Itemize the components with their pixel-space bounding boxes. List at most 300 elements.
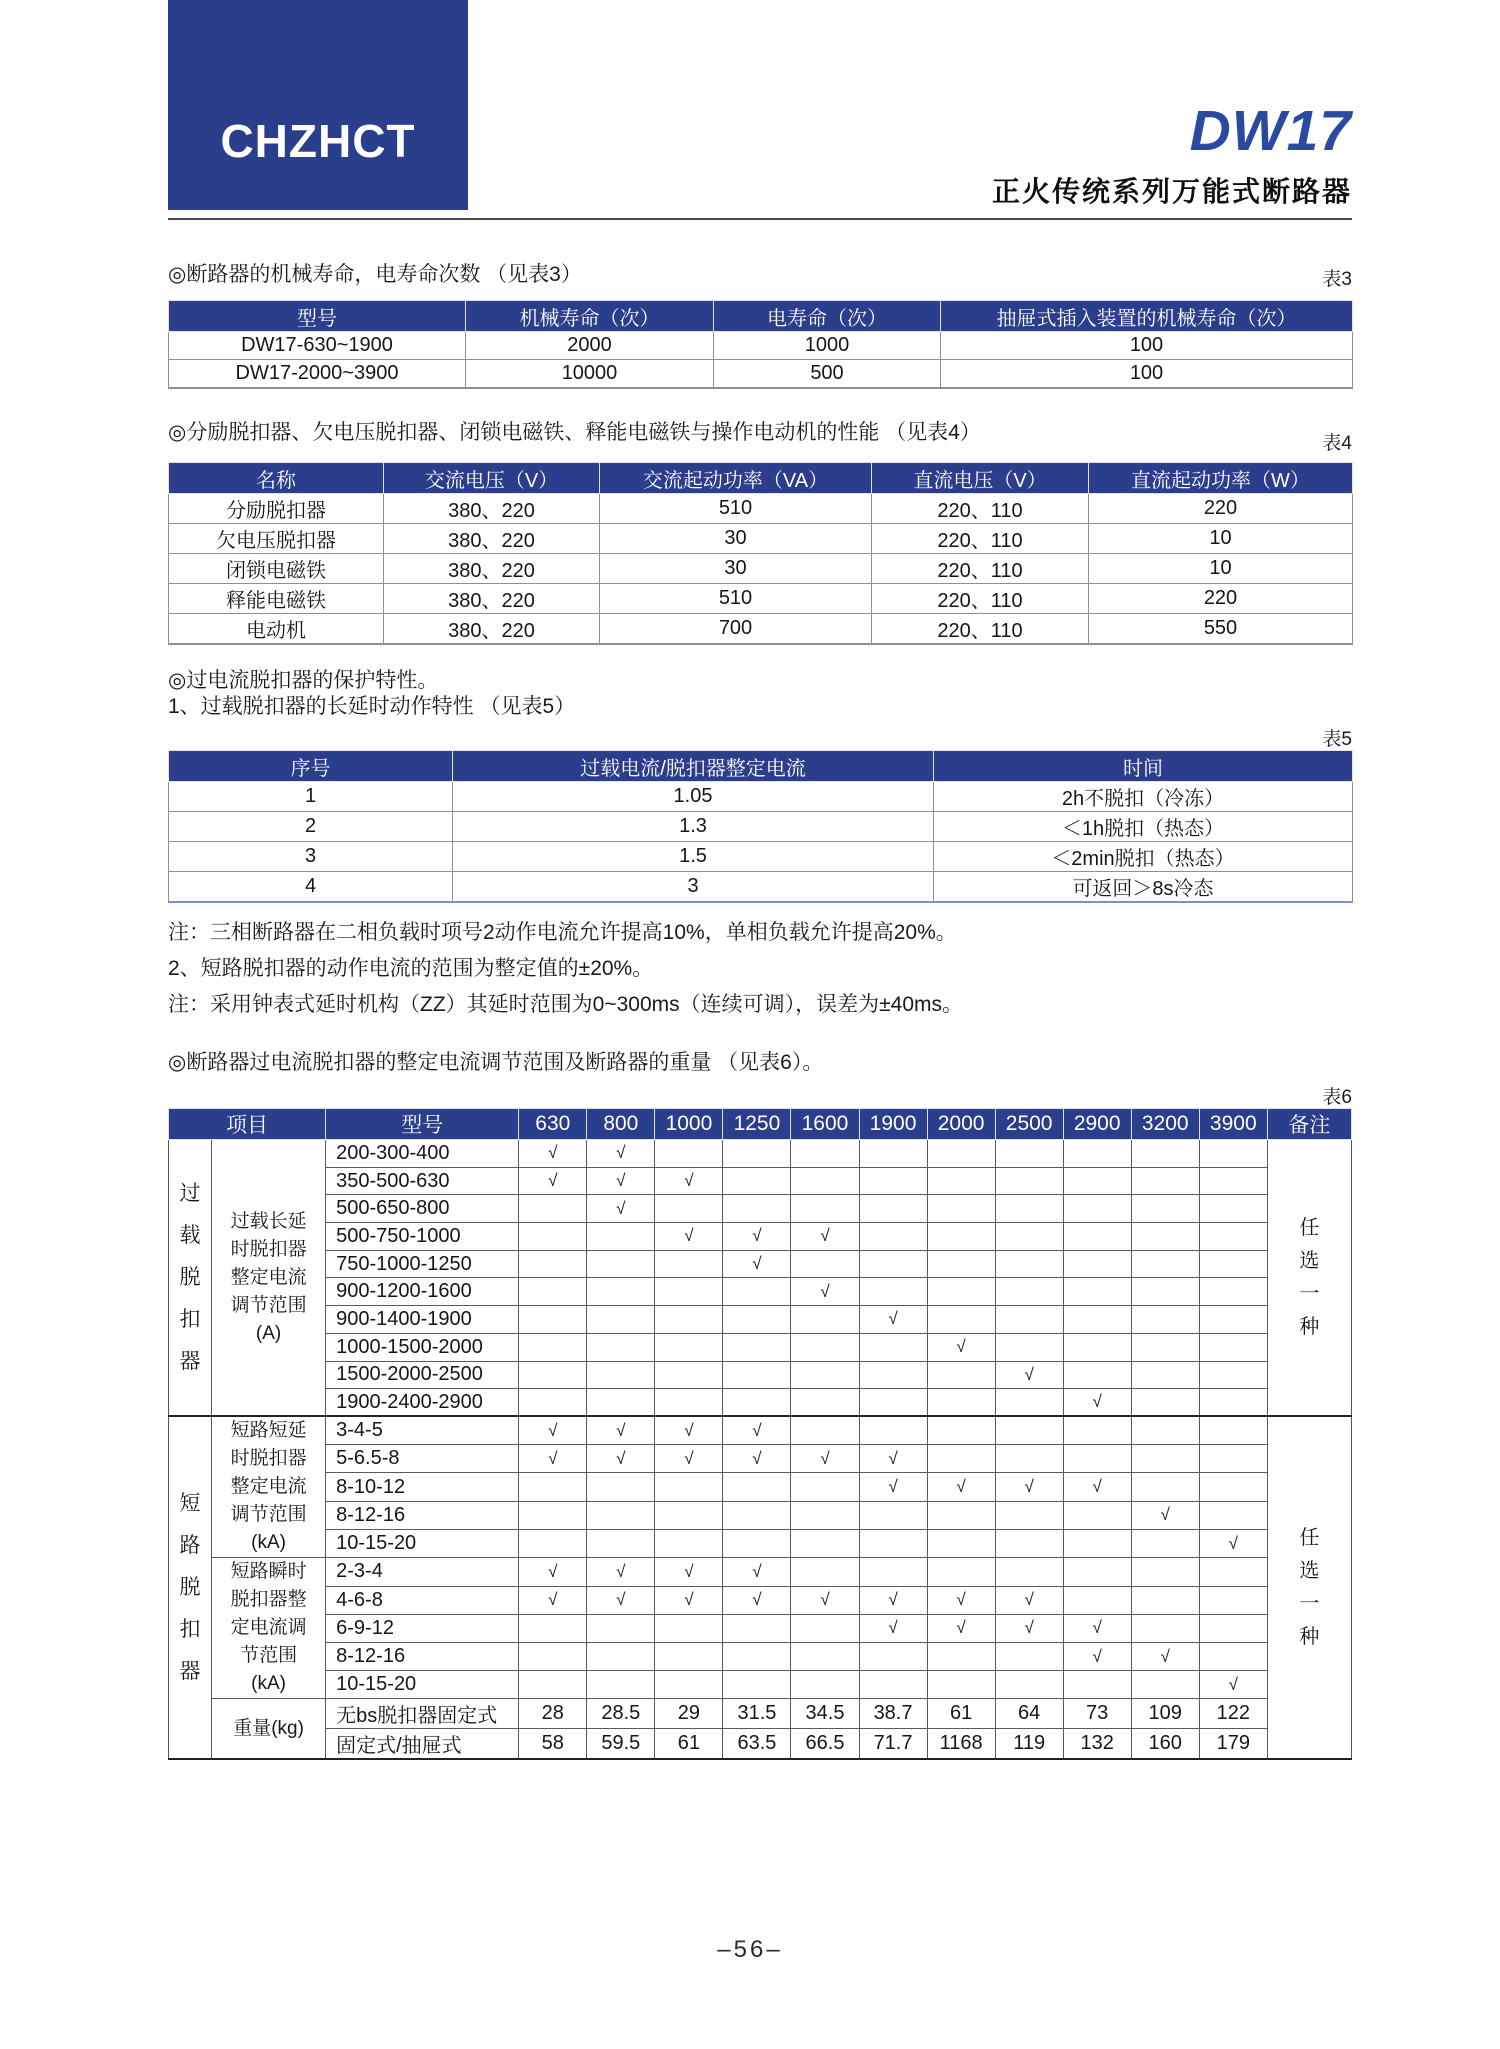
table4-cell: 380、220 [384, 554, 600, 584]
table3-cell: 500 [714, 360, 941, 389]
table6-value-cell: 29 [655, 1699, 723, 1729]
table6-header-size: 2500 [995, 1109, 1063, 1140]
table6-value-cell: 61 [927, 1699, 995, 1729]
table6-check-cell [791, 1558, 859, 1586]
table6-check-cell: √ [587, 1416, 655, 1444]
table6-check-cell [519, 1642, 587, 1670]
table6-remark-cell: 任 选 一 种 [1267, 1416, 1351, 1759]
table6-check-cell: √ [927, 1614, 995, 1642]
table5-row [169, 842, 1353, 872]
table4-cell: 释能电磁铁 [169, 584, 384, 614]
table6-header-size: 3200 [1131, 1109, 1199, 1140]
table6-value-cell: 160 [1131, 1729, 1199, 1760]
table6-check-cell [927, 1530, 995, 1558]
table5-cell: ＜2min脱扣（热态） [934, 842, 1353, 872]
table6-check-cell: √ [859, 1445, 927, 1473]
table6-check-cell: √ [587, 1445, 655, 1473]
table6-check-cell: √ [655, 1586, 723, 1614]
table6-check-cell: √ [519, 1416, 587, 1444]
table6-model-cell: 8-10-12 [326, 1473, 519, 1501]
table6-value-cell: 31.5 [723, 1699, 791, 1729]
table6-check-cell [859, 1671, 927, 1699]
table6-section-label: 短路短延 时脱扣器 整定电流 调节范围 (kA) [212, 1416, 326, 1558]
table6-check-cell [723, 1614, 791, 1642]
table6-model-cell: 6-9-12 [326, 1614, 519, 1642]
table6-check-cell [791, 1614, 859, 1642]
table6-check-cell [1063, 1223, 1131, 1251]
table5-cell: 1 [169, 782, 453, 812]
table4-cell: 550 [1089, 614, 1353, 645]
table6-value-cell: 132 [1063, 1729, 1131, 1760]
table6-check-cell [519, 1195, 587, 1223]
table6-check-cell: √ [791, 1223, 859, 1251]
table6-row [169, 1445, 1352, 1473]
table3-header-cell: 机械寿命（次） [466, 301, 714, 332]
table6-row [169, 1729, 1352, 1760]
table6-check-cell [519, 1501, 587, 1529]
note-1: 注：三相断路器在二相负载时项号2动作电流允许提高10%，单相负载允许提高20%。 [168, 921, 957, 944]
table6-check-cell [859, 1140, 927, 1168]
table6-row [169, 1250, 1352, 1278]
table6-check-cell: √ [519, 1586, 587, 1614]
table6-model-cell: 5-6.5-8 [326, 1445, 519, 1473]
table6-check-cell [587, 1278, 655, 1306]
table6-section-label: 过载长延 时脱扣器 整定电流 调节范围 (A) [212, 1140, 326, 1417]
table6-check-cell: √ [927, 1473, 995, 1501]
table6-check-cell [723, 1642, 791, 1670]
table4-cell: 220、110 [872, 554, 1089, 584]
table5-header-cell: 过载电流/脱扣器整定电流 [453, 751, 934, 782]
table6-check-cell: √ [723, 1250, 791, 1278]
table6-check-cell [791, 1530, 859, 1558]
table6-check-cell: √ [655, 1223, 723, 1251]
table6-check-cell [587, 1223, 655, 1251]
table6-model-cell: 900-1400-1900 [326, 1306, 519, 1334]
release-section-heading: ◎分励脱扣器、欠电压脱扣器、闭锁电磁铁、释能电磁铁与操作电动机的性能 （见表4） [168, 421, 981, 444]
table6-check-cell [519, 1361, 587, 1389]
table6-check-cell [927, 1671, 995, 1699]
table4-head [169, 463, 1353, 494]
table6-check-cell: √ [791, 1586, 859, 1614]
table6-check-cell: √ [655, 1167, 723, 1195]
table6-row [169, 1333, 1352, 1361]
table5-cell: 可返回＞8s冷态 [934, 872, 1353, 903]
table4-cell: 510 [600, 494, 872, 524]
table6-check-cell [1131, 1445, 1199, 1473]
table4-cell: 欠电压脱扣器 [169, 524, 384, 554]
table5-cell: 1.3 [453, 812, 934, 842]
table6-check-cell: √ [587, 1167, 655, 1195]
table6-check-cell [859, 1642, 927, 1670]
table6-row [169, 1642, 1352, 1670]
table6-check-cell [927, 1558, 995, 1586]
table6-header-size: 2900 [1063, 1109, 1131, 1140]
table6-check-cell [1063, 1558, 1131, 1586]
table6-check-cell [1063, 1167, 1131, 1195]
brand-logo-text: CHZHCT [220, 115, 416, 167]
table6-check-cell [859, 1250, 927, 1278]
table6-check-cell [1063, 1361, 1131, 1389]
table6-row [169, 1614, 1352, 1642]
table6-check-cell [995, 1416, 1063, 1444]
table6-check-cell: √ [655, 1445, 723, 1473]
table6-check-cell [1199, 1140, 1267, 1168]
table6-value-cell: 179 [1199, 1729, 1267, 1760]
table6-check-cell: √ [1063, 1614, 1131, 1642]
table6-check-cell [1199, 1473, 1267, 1501]
table6-check-cell: √ [519, 1167, 587, 1195]
table6-check-cell [1063, 1671, 1131, 1699]
table6-value-cell: 1168 [927, 1729, 995, 1760]
table6-model-cell: 1000-1500-2000 [326, 1333, 519, 1361]
table6-value-cell: 34.5 [791, 1699, 859, 1729]
table4-row [169, 584, 1353, 614]
table4-header-row [169, 463, 1353, 494]
table6-check-cell [1131, 1195, 1199, 1223]
table4-cell: 700 [600, 614, 872, 645]
table6-check-cell [995, 1333, 1063, 1361]
table6-check-cell: √ [723, 1586, 791, 1614]
table6-check-cell [655, 1333, 723, 1361]
table6-check-cell [995, 1389, 1063, 1417]
table6-check-cell [723, 1530, 791, 1558]
table6-check-cell [587, 1306, 655, 1334]
table4-cell: 220 [1089, 584, 1353, 614]
table6-check-cell: √ [587, 1140, 655, 1168]
table6-check-cell [1063, 1250, 1131, 1278]
table6-header-size: 1900 [859, 1109, 927, 1140]
table6-check-cell [927, 1140, 995, 1168]
table6-row [169, 1167, 1352, 1195]
table6-check-cell [723, 1501, 791, 1529]
table6-check-cell [927, 1361, 995, 1389]
table6-check-cell [655, 1140, 723, 1168]
table4-cell: 30 [600, 554, 872, 584]
table4-row [169, 614, 1353, 645]
table6-check-cell [655, 1530, 723, 1558]
table6-check-cell: √ [927, 1586, 995, 1614]
table6-check-cell: √ [519, 1140, 587, 1168]
table6-check-cell: √ [791, 1445, 859, 1473]
table6-check-cell [1063, 1586, 1131, 1614]
table6-row [169, 1530, 1352, 1558]
table6-check-cell [655, 1671, 723, 1699]
table4-cell: 220、110 [872, 524, 1089, 554]
table3-head [169, 301, 1353, 332]
table6-check-cell [723, 1361, 791, 1389]
table6-check-cell: √ [859, 1306, 927, 1334]
table4-cell: 380、220 [384, 584, 600, 614]
table3-life [168, 300, 1353, 389]
table6-check-cell [1131, 1140, 1199, 1168]
table4-cell: 10 [1089, 554, 1353, 584]
table6-check-cell [927, 1389, 995, 1417]
table6-check-cell [1131, 1614, 1199, 1642]
adjust-section-heading: ◎断路器过电流脱扣器的整定电流调节范围及断路器的重量 （见表6）。 [168, 1051, 824, 1074]
table4-header-cell: 名称 [169, 463, 384, 494]
table6-check-cell [519, 1223, 587, 1251]
table6-value-cell: 59.5 [587, 1729, 655, 1760]
table3-row [169, 360, 1353, 389]
table6-check-cell [1131, 1223, 1199, 1251]
table6-check-cell [587, 1250, 655, 1278]
table6-check-cell [791, 1306, 859, 1334]
table5-row [169, 872, 1353, 903]
table6-check-cell: √ [587, 1558, 655, 1586]
table6-check-cell [859, 1167, 927, 1195]
table6-check-cell [655, 1614, 723, 1642]
table6-check-cell [1063, 1445, 1131, 1473]
table3-cell: 2000 [466, 332, 714, 360]
table6-value-cell: 63.5 [723, 1729, 791, 1760]
table5-cell: ＜1h脱扣（热态） [934, 812, 1353, 842]
table6-check-cell: √ [927, 1333, 995, 1361]
table6-check-cell [791, 1389, 859, 1417]
table6-remark-cell: 任 选 一 种 [1267, 1140, 1351, 1417]
table6-check-cell [1131, 1473, 1199, 1501]
table3-cell: 100 [941, 360, 1353, 389]
table6-check-cell: √ [1063, 1389, 1131, 1417]
table6-check-cell [1131, 1416, 1199, 1444]
table6-check-cell [655, 1501, 723, 1529]
protection-heading: ◎过电流脱扣器的保护特性。 [168, 669, 439, 692]
table6-check-cell: √ [1199, 1671, 1267, 1699]
table6-row [169, 1389, 1352, 1417]
table6-check-cell [791, 1671, 859, 1699]
table6-model-cell: 8-12-16 [326, 1642, 519, 1670]
table6-check-cell [791, 1333, 859, 1361]
table6-value-cell: 28.5 [587, 1699, 655, 1729]
table6-check-cell [723, 1671, 791, 1699]
table6-check-cell [859, 1333, 927, 1361]
table6-model-cell: 200-300-400 [326, 1140, 519, 1168]
table6-check-cell: √ [723, 1445, 791, 1473]
table5-head [169, 751, 1353, 782]
table6-check-cell [587, 1333, 655, 1361]
table6-model-cell: 1900-2400-2900 [326, 1389, 519, 1417]
table6-check-cell [927, 1501, 995, 1529]
table4-cell: 分励脱扣器 [169, 494, 384, 524]
table6-row [169, 1473, 1352, 1501]
table6-check-cell [859, 1416, 927, 1444]
table5-cell: 2h不脱扣（冷冻） [934, 782, 1353, 812]
table6-value-cell: 119 [995, 1729, 1063, 1760]
table4-cell: 220、110 [872, 494, 1089, 524]
table4-cell: 220 [1089, 494, 1353, 524]
table6-header-size: 1000 [655, 1109, 723, 1140]
table3-body [169, 332, 1353, 389]
table6-row [169, 1699, 1352, 1729]
table6-group-label: 过 载 脱 扣 器 [169, 1140, 212, 1417]
table6-check-cell [1199, 1195, 1267, 1223]
table6-check-cell [859, 1223, 927, 1251]
table6-check-cell [995, 1195, 1063, 1223]
table4-row [169, 554, 1353, 584]
table6-check-cell [519, 1671, 587, 1699]
table4-cell: 220、110 [872, 584, 1089, 614]
table6-check-cell [1131, 1558, 1199, 1586]
table6-check-cell [1063, 1416, 1131, 1444]
table6-check-cell [927, 1416, 995, 1444]
table3-header-cell: 型号 [169, 301, 466, 332]
table6-check-cell [859, 1558, 927, 1586]
table6-model-cell: 350-500-630 [326, 1167, 519, 1195]
table6-check-cell: √ [587, 1586, 655, 1614]
table4-cell: 220、110 [872, 614, 1089, 645]
table4-cell: 380、220 [384, 524, 600, 554]
table6-check-cell: √ [723, 1558, 791, 1586]
table6-check-cell [655, 1306, 723, 1334]
table6-check-cell [927, 1445, 995, 1473]
table5-cell: 1.5 [453, 842, 934, 872]
table6-check-cell [655, 1642, 723, 1670]
table6-check-cell [995, 1642, 1063, 1670]
table6-check-cell: √ [723, 1416, 791, 1444]
table3-cell: DW17-630~1900 [169, 332, 466, 360]
table5-cell: 4 [169, 872, 453, 903]
table6-check-cell [519, 1333, 587, 1361]
table6-check-cell [723, 1473, 791, 1501]
table6-check-cell [587, 1389, 655, 1417]
table5-cell: 3 [169, 842, 453, 872]
table6-check-cell [1131, 1333, 1199, 1361]
table6-check-cell [587, 1361, 655, 1389]
table6-check-cell [791, 1167, 859, 1195]
table6-check-cell [791, 1642, 859, 1670]
table3-cell: DW17-2000~3900 [169, 360, 466, 389]
header-divider [168, 218, 1352, 220]
table6-check-cell [519, 1306, 587, 1334]
life-section-heading: ◎断路器的机械寿命，电寿命次数 （见表3） [168, 263, 582, 286]
table6-header-size: 3900 [1199, 1109, 1267, 1140]
table6-check-cell [927, 1306, 995, 1334]
table6-check-cell [859, 1389, 927, 1417]
table5-header-cell: 时间 [934, 751, 1353, 782]
table6-check-cell [1063, 1278, 1131, 1306]
brand-logo [168, 0, 468, 210]
table6-check-cell [1131, 1586, 1199, 1614]
table6-check-cell [655, 1473, 723, 1501]
table6-row [169, 1278, 1352, 1306]
table6-check-cell [1199, 1389, 1267, 1417]
table6-model-cell: 500-650-800 [326, 1195, 519, 1223]
note-2: 2、短路脱扣器的动作电流的范围为整定值的±20%。 [168, 957, 654, 980]
table4-release-performance [168, 462, 1353, 645]
table6-check-cell [519, 1614, 587, 1642]
table6-check-cell [1063, 1195, 1131, 1223]
table6-check-cell [927, 1250, 995, 1278]
table6-check-cell [587, 1671, 655, 1699]
table5-cell: 3 [453, 872, 934, 903]
table6-check-cell [927, 1167, 995, 1195]
table6-check-cell [723, 1167, 791, 1195]
table6-row [169, 1501, 1352, 1529]
table6-check-cell: √ [655, 1558, 723, 1586]
table6-check-cell [995, 1140, 1063, 1168]
table3-label: 表3 [1322, 269, 1352, 290]
table6-check-cell: √ [519, 1445, 587, 1473]
table6-header-size: 1250 [723, 1109, 791, 1140]
table6-model-cell: 4-6-8 [326, 1586, 519, 1614]
table6-check-cell: √ [1063, 1642, 1131, 1670]
table6-row [169, 1671, 1352, 1699]
table6-row [169, 1223, 1352, 1251]
table6-check-cell [587, 1530, 655, 1558]
table6-row [169, 1195, 1352, 1223]
table6-check-cell [655, 1278, 723, 1306]
table6-section-label: 短路瞬时 脱扣器整 定电流调 节范围 (kA) [212, 1558, 326, 1699]
note-3: 注：采用钟表式延时机构（ZZ）其延时范围为0~300ms（连续可调），误差为±40ms。 [168, 993, 964, 1016]
page-number: –56– [717, 1936, 783, 1963]
table6-check-cell [791, 1501, 859, 1529]
table6-check-cell [1131, 1671, 1199, 1699]
table6-check-cell [1063, 1306, 1131, 1334]
table6-check-cell [1131, 1306, 1199, 1334]
table6-check-cell: √ [995, 1361, 1063, 1389]
table6-check-cell: √ [1131, 1642, 1199, 1670]
table6-check-cell: √ [519, 1558, 587, 1586]
table6-check-cell [1063, 1530, 1131, 1558]
table6-check-cell [1199, 1614, 1267, 1642]
table6-check-cell [1131, 1167, 1199, 1195]
table6-check-cell: √ [1199, 1530, 1267, 1558]
table4-header-cell: 交流起动功率（VA） [600, 463, 872, 494]
table4-body [169, 494, 1353, 645]
table3-cell: 10000 [466, 360, 714, 389]
table6-check-cell: √ [859, 1586, 927, 1614]
table6-value-cell: 109 [1131, 1699, 1199, 1729]
table4-cell: 30 [600, 524, 872, 554]
table6-value-cell: 73 [1063, 1699, 1131, 1729]
table6-check-cell [995, 1250, 1063, 1278]
table3-cell: 100 [941, 332, 1353, 360]
table6-header-size: 800 [587, 1109, 655, 1140]
table6-check-cell [655, 1389, 723, 1417]
table6-check-cell: √ [655, 1416, 723, 1444]
table6-check-cell [1131, 1361, 1199, 1389]
table6-check-cell [655, 1250, 723, 1278]
table6-value-cell: 122 [1199, 1699, 1267, 1729]
table4-header-cell: 交流电压（V） [384, 463, 600, 494]
table6-check-cell [1199, 1558, 1267, 1586]
table3-cell: 1000 [714, 332, 941, 360]
table6-row [169, 1361, 1352, 1389]
table5-body [169, 782, 1353, 903]
table6-check-cell [995, 1306, 1063, 1334]
table6-check-cell [1063, 1140, 1131, 1168]
table6-check-cell: √ [995, 1586, 1063, 1614]
table6-check-cell [995, 1501, 1063, 1529]
table6-check-cell [587, 1473, 655, 1501]
table5-header-cell: 序号 [169, 751, 453, 782]
table6-check-cell [927, 1278, 995, 1306]
longdelay-heading: 1、过载脱扣器的长延时动作特性 （见表5） [168, 695, 576, 718]
table6-check-cell [1063, 1501, 1131, 1529]
table6-check-cell [791, 1416, 859, 1444]
table6-check-cell [1199, 1361, 1267, 1389]
table6-check-cell: √ [859, 1473, 927, 1501]
table6-check-cell [519, 1389, 587, 1417]
table6-check-cell [587, 1614, 655, 1642]
table6-check-cell [587, 1501, 655, 1529]
table6-model-cell: 500-750-1000 [326, 1223, 519, 1251]
table4-cell: 闭锁电磁铁 [169, 554, 384, 584]
table4-row [169, 524, 1353, 554]
table5-row [169, 782, 1353, 812]
table6-check-cell [1131, 1250, 1199, 1278]
table6-check-cell [859, 1278, 927, 1306]
table4-cell: 510 [600, 584, 872, 614]
